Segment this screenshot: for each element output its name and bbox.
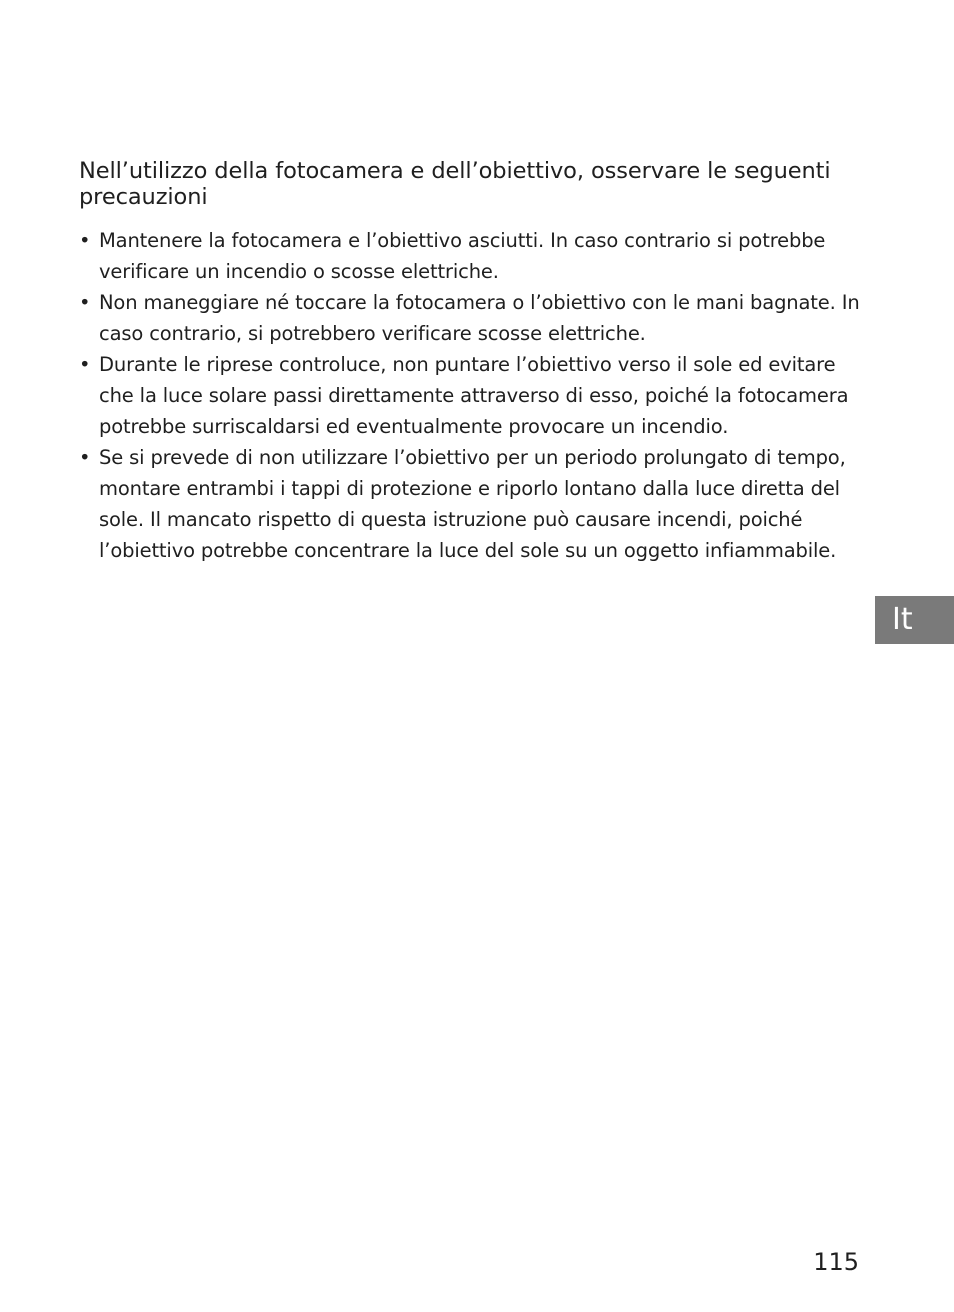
list-item (79, 442, 869, 566)
list-item (79, 349, 869, 442)
page-number: 115 (813, 1248, 859, 1276)
list-item (79, 225, 869, 287)
precautions-section (79, 158, 869, 566)
list-item-text: Mantenere la fotocamera e l’obiettivo asciutti. In caso contrario si potrebbe verificare un incendio o scosse elettriche. (99, 229, 826, 283)
section-heading: Nell’utilizzo della fotocamera e dell’obiettivo, osservare le seguenti precauzioni (79, 158, 831, 210)
list-item (79, 287, 869, 349)
list-item-text: Se si prevede di non utilizzare l’obiettivo per un periodo prolungato di tempo, montare entrambi i tappi di protezione e riporlo lontano dalla luce diretta del sole. Il mancato rispetto di questa istruzione può causare incendi, poiché l’obiettivo potrebbe concentrare la luce del sole su un oggetto infiammabile. (99, 446, 846, 562)
list-item-text: Durante le riprese controluce, non puntare l’obiettivo verso il sole ed evitare che la luce solare passi direttamente attraverso di esso, poiché la fotocamera potrebbe surriscaldarsi ed eventualmente provocare un incendio. (99, 353, 849, 438)
bullet-icon: • (79, 229, 91, 252)
language-tab: It (875, 596, 954, 644)
precautions-list (79, 225, 869, 566)
bullet-icon: • (79, 446, 91, 469)
bullet-icon: • (79, 353, 91, 376)
bullet-icon: • (79, 291, 91, 314)
list-item-text: Non maneggiare né toccare la fotocamera o l’obiettivo con le mani bagnate. In caso contrario, si potrebbero verificare scosse elettriche. (99, 291, 860, 345)
